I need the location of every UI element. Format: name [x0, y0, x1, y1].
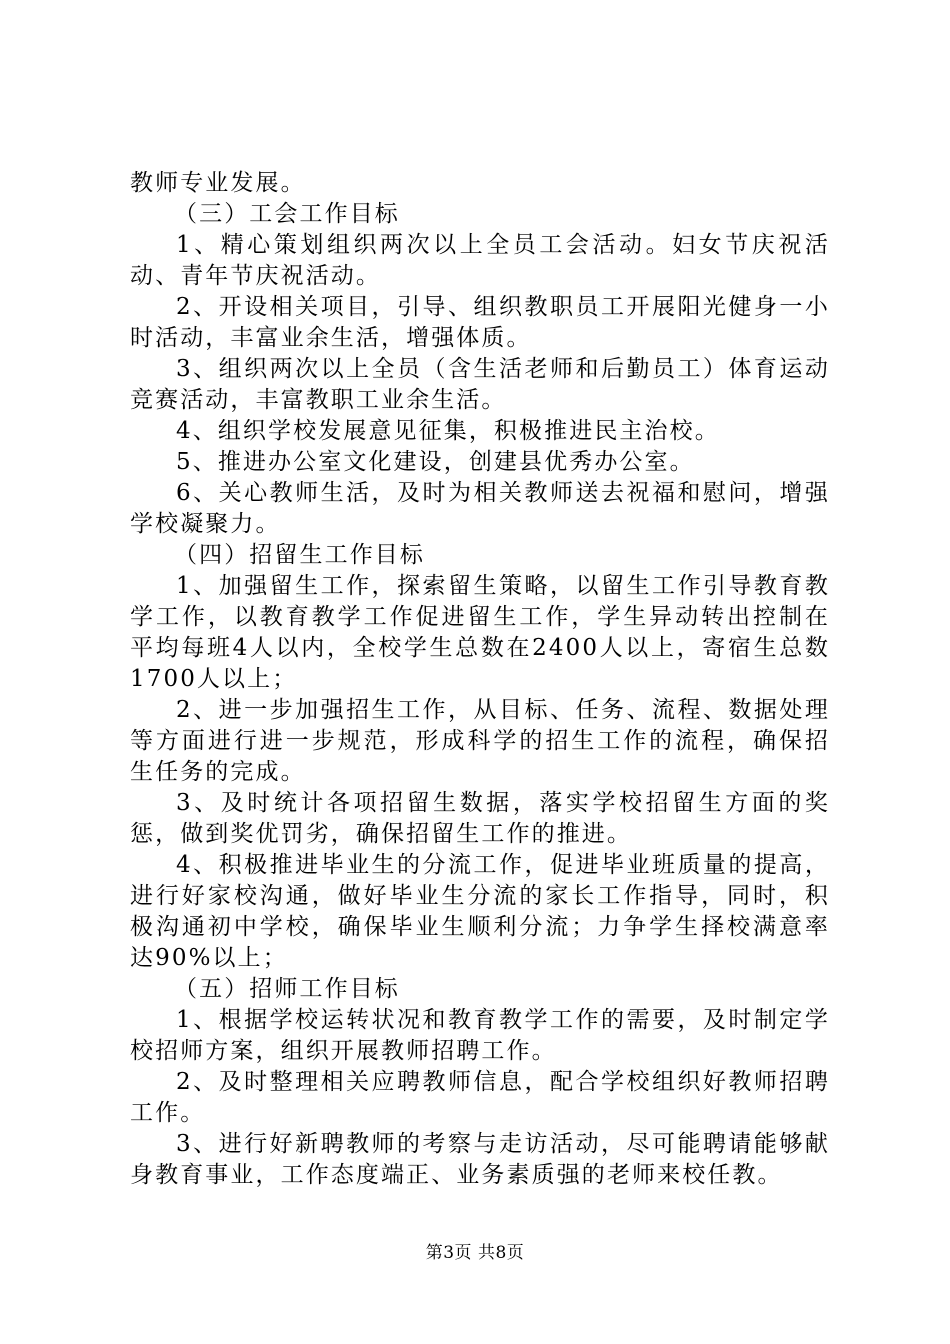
page-footer [0, 1242, 950, 1264]
section-heading-recruitment: （五）招师工作目标 [174, 976, 400, 1002]
section-heading-union: （三）工会工作目标 [174, 201, 400, 227]
list-item: 2、进一步加强招生工作，从目标、任务、流程、数据处理等方面进行进一步规范，形成科学的招生工作的流程，确保招生任务的完成。 [130, 697, 830, 785]
list-item: 1、加强留生工作，探索留生策略，以留生工作引导教育教学工作，以教育教学工作促进留生工作，学生异动转出控制在平均每班4人以内，全校学生总数在2400人以上，寄宿生总数1700人以上； [130, 573, 830, 692]
list-item: 2、开设相关项目，引导、组织教职员工开展阳光健身一小时活动，丰富业余生活，增强体质。 [130, 294, 830, 351]
list-item: 1、精心策划组织两次以上全员工会活动。妇女节庆祝活动、青年节庆祝活动。 [130, 232, 830, 289]
list-item: 2、及时整理相关应聘教师信息，配合学校组织好教师招聘工作。 [130, 1069, 830, 1126]
list-item: 1、根据学校运转状况和教育教学工作的需要，及时制定学校招师方案，组织开展教师招聘工作。 [130, 1007, 830, 1064]
list-item: 3、进行好新聘教师的考察与走访活动，尽可能聘请能够献身教育事业，工作态度端正、业务素质强的老师来校任教。 [130, 1131, 830, 1188]
page-number-label: 第3页 共8页 [425, 1243, 525, 1263]
list-item: 4、组织学校发展意见征集，积极推进民主治校。 [176, 418, 720, 444]
list-item: 3、及时统计各项招留生数据，落实学校招留生方面的奖惩，做到奖优罚劣，确保招留生工作的推进。 [130, 790, 830, 847]
list-item: 6、关心教师生活，及时为相关教师送去祝福和慰问，增强学校凝聚力。 [130, 480, 830, 537]
paragraph-continuation: 教师专业发展。 [130, 170, 306, 196]
document-body [130, 168, 830, 1191]
list-item: 3、组织两次以上全员（含生活老师和后勤员工）体育运动竞赛活动，丰富教职工业余生活。 [130, 356, 830, 413]
list-item: 4、积极推进毕业生的分流工作，促进毕业班质量的提高，进行好家校沟通，做好毕业生分流的家长工作指导，同时，积极沟通初中学校，确保毕业生顺利分流；力争学生择校满意率达90%以上； [130, 852, 830, 971]
list-item: 5、推进办公室文化建设，创建县优秀办公室。 [176, 449, 695, 475]
section-heading-enrollment: （四）招留生工作目标 [174, 542, 425, 568]
